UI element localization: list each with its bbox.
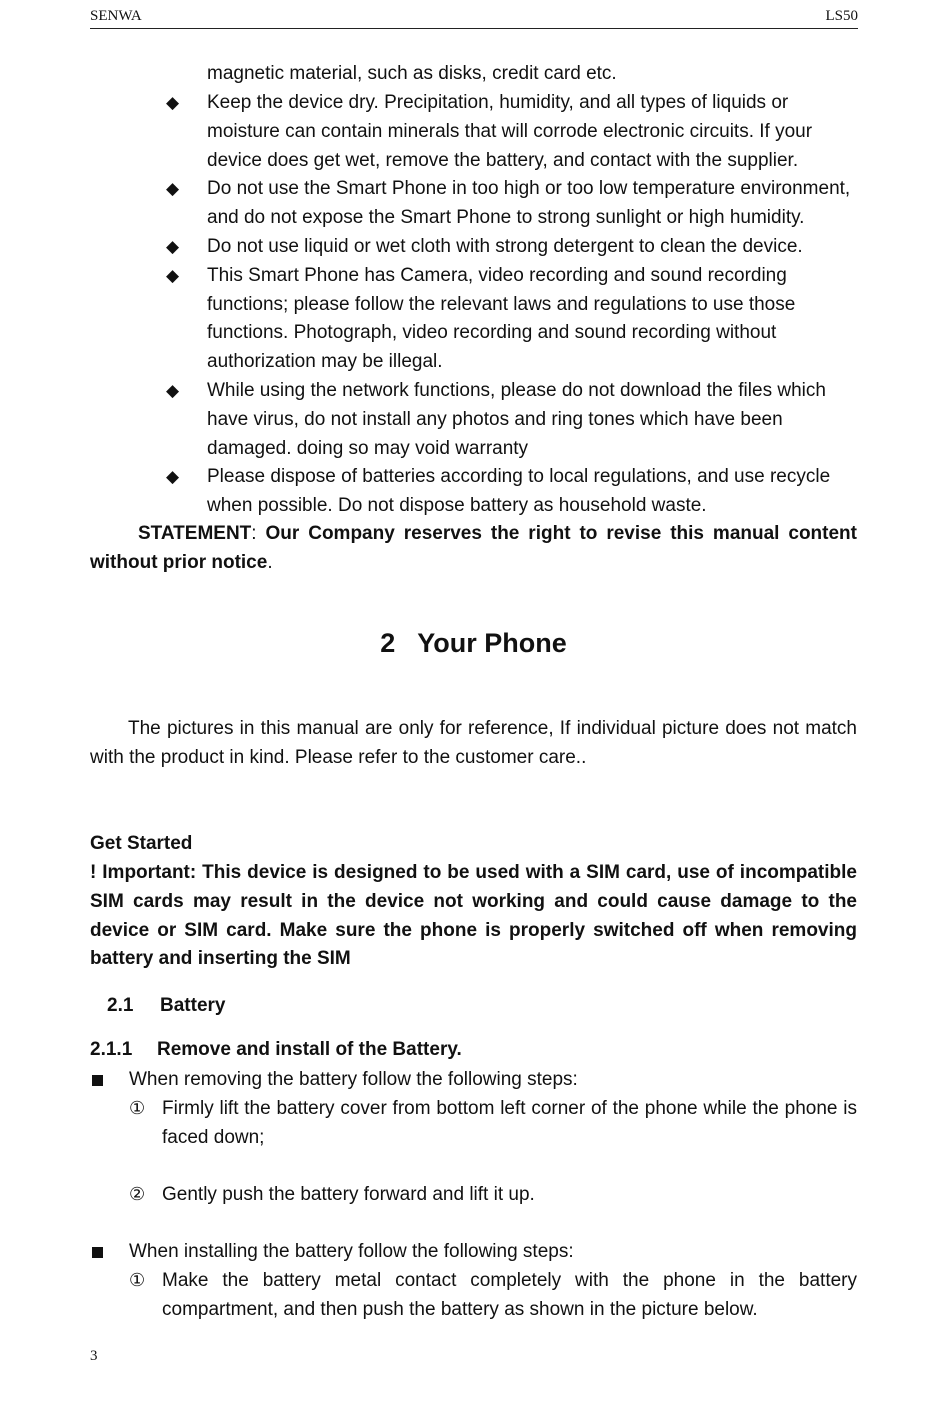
list-item-text: Do not use liquid or wet cloth with strong detergent to clean the device.	[207, 235, 803, 257]
statement-label: STATEMENT	[138, 523, 252, 544]
diamond-bullet-icon: ◆	[166, 467, 180, 487]
list-item	[166, 377, 857, 463]
get-started-title: Get Started	[90, 833, 193, 854]
square-bullet-icon	[92, 1247, 103, 1258]
list-item-text: Do not use the Smart Phone in too high or too low temperature environment, and do not expose the Smart Phone to strong sunlight or high humidity.	[207, 178, 851, 229]
list-item	[166, 463, 857, 521]
header-brand: SENWA	[90, 8, 142, 24]
square-bullet-icon	[92, 1075, 103, 1086]
continued-bullet-text: magnetic material, such as disks, credit card etc.	[207, 63, 617, 84]
removing-lead-item	[90, 1066, 857, 1095]
page-header	[90, 6, 858, 29]
removing-step-1	[129, 1095, 857, 1153]
installing-lead-item	[90, 1238, 857, 1267]
chapter-title: Your Phone	[417, 628, 567, 658]
diamond-bullet-icon: ◆	[166, 380, 180, 400]
subsection-title: Remove and install of the Battery.	[157, 1039, 462, 1060]
removing-step-2	[129, 1181, 857, 1210]
important-notice: ! Important: This device is designed to be used with a SIM card, use of incompatible SIM cards may result in the device not working and could cause damage to the device or SIM card. Make sure the phone is properly switched off when removing battery and inserting the SIM	[90, 862, 857, 970]
subsection-number: 2.1.1	[90, 1039, 133, 1060]
section-title: Battery	[160, 995, 226, 1016]
statement-end: .	[267, 551, 273, 573]
list-item-text: While using the network functions, please do not download the files which have virus, do not install any photos and ring tones which have been damaged. doing so may void warranty	[207, 379, 826, 459]
step-number: ①	[129, 1270, 146, 1291]
statement-text: Our Company reserves the right to revise this manual content without prior notice	[90, 523, 857, 573]
subsection-heading	[90, 1036, 462, 1065]
installing-lead-text: When installing the battery follow the following steps:	[129, 1241, 574, 1262]
diamond-bullet-icon: ◆	[166, 93, 180, 112]
diamond-bullet-icon: ◆	[166, 236, 180, 256]
section-number: 2.1	[107, 995, 134, 1016]
precaution-list	[166, 89, 857, 521]
chapter-heading	[90, 628, 857, 659]
step-number: ①	[129, 1098, 146, 1119]
installing-step-1	[129, 1267, 857, 1325]
list-item	[166, 175, 857, 233]
intro-paragraph: The pictures in this manual are only for reference, If individual picture does not match with the product in kind. Please refer to the customer care..	[90, 718, 857, 768]
section-heading	[107, 992, 225, 1021]
list-item	[166, 262, 857, 377]
statement-paragraph	[90, 520, 857, 578]
step-text: Firmly lift the battery cover from bottom left corner of the phone while the phone is faced down;	[162, 1098, 857, 1148]
list-item	[166, 89, 857, 175]
removing-lead-text: When removing the battery follow the following steps:	[129, 1069, 578, 1090]
list-item	[166, 233, 857, 262]
chapter-number: 2	[380, 628, 396, 658]
page-number: 3	[90, 1348, 98, 1364]
step-text: Make the battery metal contact completely with the phone in the battery compartment, and then push the battery as shown in the picture below.	[162, 1270, 857, 1320]
diamond-bullet-icon: ◆	[166, 179, 180, 199]
header-model: LS50	[825, 8, 858, 24]
list-item-text: This Smart Phone has Camera, video recording and sound recording functions; please follow the relevant laws and regulations to use those functions. Photograph, video recording and sound recording without authorization may be illegal.	[207, 264, 796, 373]
diamond-bullet-icon: ◆	[166, 265, 180, 285]
list-item-text: Please dispose of batteries according to local regulations, and use recycle when possible. Do not dispose battery as household waste.	[207, 466, 831, 517]
step-text: Gently push the battery forward and lift it up.	[162, 1184, 535, 1205]
statement-separator: :	[251, 523, 266, 544]
step-number: ②	[129, 1184, 146, 1205]
list-item-text: Keep the device dry. Precipitation, humidity, and all types of liquids or moisture can contain minerals that will corrode electronic circuits. If your device does get wet, remove the battery, and contact with the supplier.	[207, 92, 813, 171]
